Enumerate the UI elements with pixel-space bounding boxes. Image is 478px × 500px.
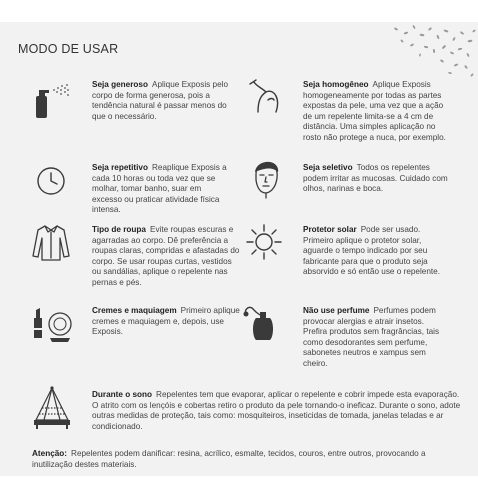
top-margin xyxy=(0,0,478,22)
face-icon xyxy=(246,160,286,202)
tip-protetor-solar: Protetor solar Pode ser usado. Primeiro aplique o protetor solar, aguarde o tempo indicado por seu fabricante para que o produto seja absorvido e só então use o repelente. xyxy=(303,225,441,277)
tip-seja-homogeneo: Seja homogêneo Aplique Exposis homogeneamente por todas as partes expostas da pele, uma vez que a ação de um repelente limita-se a 4 cm de distância. Uma simples aplicação no rosto não protege a nuca, por exemplo. xyxy=(303,80,446,142)
tip-durante-o-sono: Durante o sono Repelentes tem que evaporar, aplicar o repelente e cobrir impede esta evaporação. O atrito com os lençóis e cobertas retiro o produto da pele tornando-o ineficaz. Durante o sono, adote outras medidas de proteção, tais como: mosquiteiros, inseticidas de tomada, janelas teladas e ar condicionado. xyxy=(92,390,461,431)
tip-cremes-e-maquiagem: Cremes e maquiagem Primeiro aplique cremes e maquiagem e, depois, use Exposis. xyxy=(92,306,240,337)
tip-seja-generoso: Seja generoso Aplique Exposis pelo corpo de forma generosa, pois a tendência natural é passar menos do que o necessário. xyxy=(92,80,228,121)
makeup-icon xyxy=(28,306,76,344)
bottom-margin xyxy=(0,476,478,500)
sun-icon xyxy=(244,222,284,262)
spray-bottle-icon xyxy=(30,82,74,122)
mosquito-net-icon xyxy=(28,384,76,432)
tip-tipo-de-roupa: Tipo de roupa Evite roupas escuras e agarradas ao corpo. Dê preferência a roupas claras, compridas e afastadas do corpo. Se usar roupas curtas, vestidos ou sandálias, aplique o repelente nas pernas e pés. xyxy=(92,225,240,287)
long-sleeve-shirt-icon xyxy=(30,222,72,264)
tip-seja-seletivo: Seja seletivo Todos os repelentes podem irritar as mucosas. Cuidado com olhos, narinas e boca. xyxy=(303,163,448,194)
attention-note: Atenção: Repelentes podem danificar: resina, acrílico, esmalte, tecidos, couros, entre outros, provocando a inutilização destes materiais. xyxy=(32,449,426,469)
tip-nao-use-perfume: Não use perfume Perfumes podem provocar alergias e atrair insetos. Prefira produtos sem fragrâncias, tais como desodorantes sem perfume, sabonetes neutros e xampus sem cheiro. xyxy=(303,306,440,368)
perfume-bottle-icon xyxy=(240,304,284,344)
seeds-decoration-icon xyxy=(384,23,478,85)
tip-seja-repetitivo: Seja repetitivo Reaplique Exposis a cada 10 horas ou toda vez que se molhar, tomar banho, suar em excesso ou praticar atividade física intensa. xyxy=(92,163,227,215)
clock-icon xyxy=(34,164,68,198)
arm-applying-icon xyxy=(244,74,288,118)
page-title: MODO DE USAR xyxy=(18,42,119,56)
